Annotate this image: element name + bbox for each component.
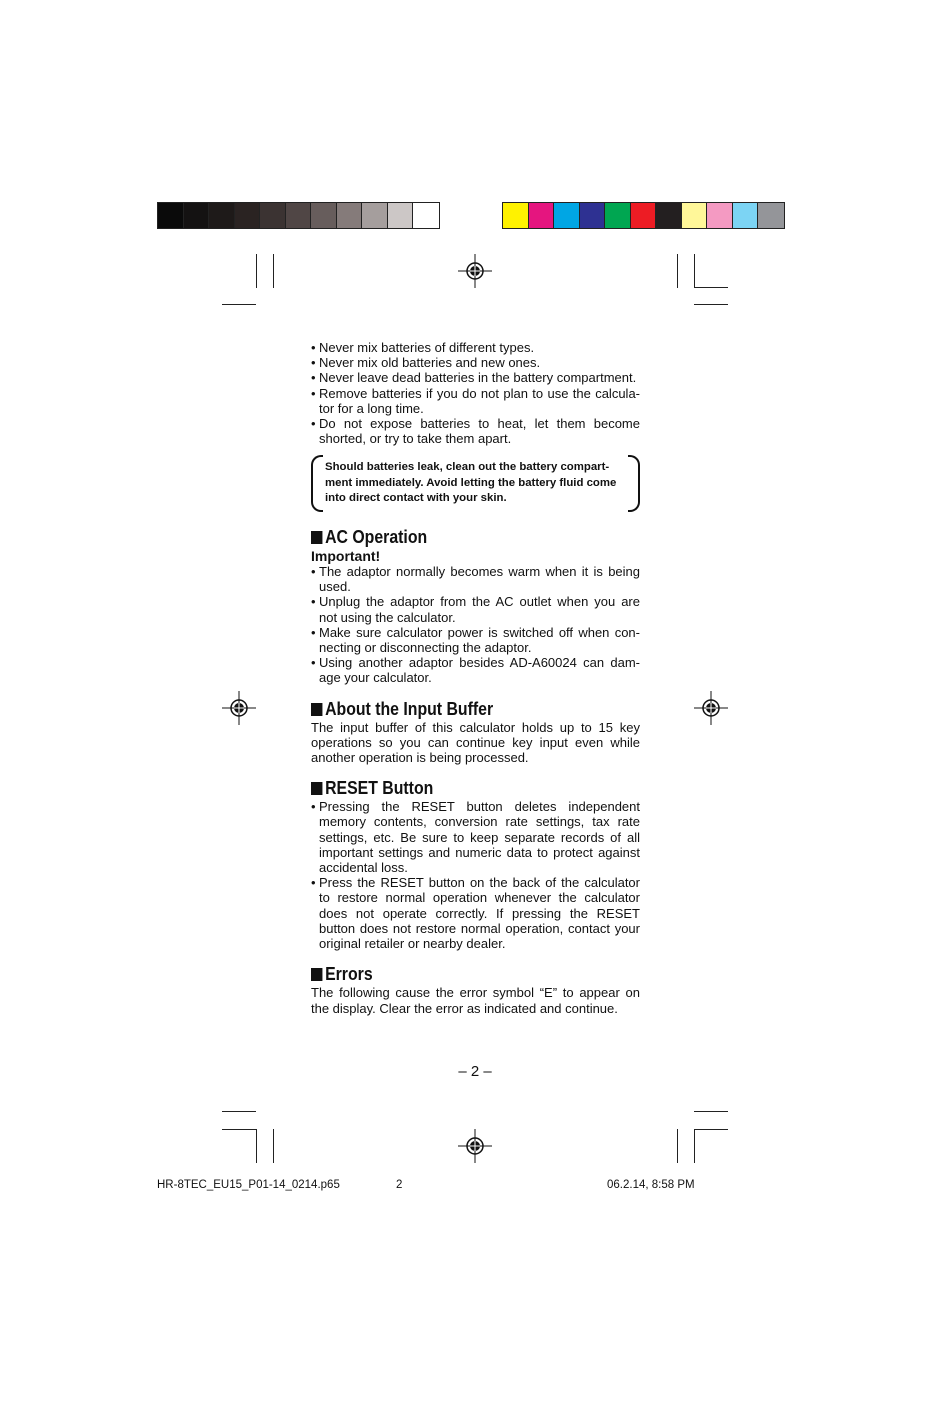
page-number: – 2 – bbox=[458, 1063, 492, 1080]
color-swatch bbox=[311, 203, 337, 228]
color-swatch bbox=[605, 203, 631, 228]
ac-operation-list bbox=[311, 564, 640, 686]
list-item: • Never mix batteries of different types. bbox=[311, 340, 640, 355]
color-swatch bbox=[158, 203, 184, 228]
color-swatch bbox=[503, 203, 529, 228]
section-heading-errors: Errors bbox=[311, 963, 601, 985]
color-swatch bbox=[656, 203, 682, 228]
errors-text: The following cause the error symbol “E” to appear on the display. Clear the error as indicated and continue. bbox=[311, 985, 640, 1016]
footer-filename: HR-8TEC_EU15_P01-14_0214.p65 bbox=[157, 1179, 340, 1191]
bracket-right bbox=[628, 455, 640, 512]
list-item: • Make sure calculator power is switched off when con-necting or disconnecting the adaptor. bbox=[311, 625, 640, 655]
list-item: • Do not expose batteries to heat, let them become shorted, or try to take them apart. bbox=[311, 416, 640, 446]
bracket-left bbox=[311, 455, 323, 512]
important-label: Important! bbox=[311, 548, 381, 565]
color-swatch bbox=[758, 203, 784, 228]
color-swatch bbox=[209, 203, 235, 228]
color-swatch bbox=[388, 203, 414, 228]
color-swatch bbox=[529, 203, 555, 228]
square-bullet-icon bbox=[311, 703, 322, 716]
registration-mark-right bbox=[694, 691, 728, 725]
battery-precautions-list bbox=[311, 340, 640, 446]
square-bullet-icon bbox=[311, 531, 322, 544]
color-swatch bbox=[337, 203, 363, 228]
warning-text: Should batteries leak, clean out the battery compart-ment immediately. Avoid letting the battery fluid come into direct contact with your skin. bbox=[325, 461, 617, 504]
color-swatch bbox=[554, 203, 580, 228]
list-item: • The adaptor normally becomes warm when it is being used. bbox=[311, 564, 640, 594]
registration-mark-top bbox=[458, 254, 492, 288]
list-item: • Never mix old batteries and new ones. bbox=[311, 355, 640, 370]
color-swatch bbox=[733, 203, 759, 228]
color-swatch bbox=[184, 203, 210, 228]
color-swatch bbox=[260, 203, 286, 228]
footer-timestamp: 06.2.14, 8:58 PM bbox=[607, 1179, 695, 1191]
section-heading-input-buffer: About the Input Buffer bbox=[311, 698, 601, 720]
color-swatch bbox=[286, 203, 312, 228]
footer-page: 2 bbox=[396, 1179, 403, 1191]
color-swatch bbox=[707, 203, 733, 228]
page-content bbox=[311, 340, 640, 1016]
color-swatch bbox=[235, 203, 261, 228]
color-calibration-bar bbox=[502, 202, 785, 229]
registration-mark-bottom bbox=[458, 1129, 492, 1163]
color-swatch bbox=[682, 203, 708, 228]
grayscale-calibration-bar bbox=[157, 202, 440, 229]
list-item: • Pressing the RESET button deletes independent memory contents, conversion rate settings, tax rate settings, etc. Be sure to keep separate records of all important settings and numeric data to protect against accidental loss. bbox=[311, 799, 640, 875]
color-swatch bbox=[631, 203, 657, 228]
list-item: • Unplug the adaptor from the AC outlet when you are not using the calculator. bbox=[311, 594, 640, 624]
list-item: • Using another adaptor besides AD-A60024 can dam-age your calculator. bbox=[311, 655, 640, 685]
square-bullet-icon bbox=[311, 782, 322, 795]
registration-mark-left bbox=[222, 691, 256, 725]
list-item: • Remove batteries if you do not plan to use the calcula-tor for a long time. bbox=[311, 386, 640, 416]
section-heading-reset-button: RESET Button bbox=[311, 777, 601, 799]
color-swatch bbox=[580, 203, 606, 228]
list-item: • Never leave dead batteries in the battery compartment. bbox=[311, 370, 640, 385]
battery-leak-warning-box bbox=[311, 455, 640, 512]
square-bullet-icon bbox=[311, 968, 322, 981]
section-heading-ac-operation: AC Operation bbox=[311, 526, 601, 548]
list-item: • Press the RESET button on the back of the calculator to restore normal operation whenever the calculator does not operate correctly. If pressing the RESET button does not restore normal operation, contact your original retailer or nearby dealer. bbox=[311, 875, 640, 951]
reset-button-list bbox=[311, 799, 640, 951]
color-swatch bbox=[362, 203, 388, 228]
input-buffer-text: The input buffer of this calculator holds up to 15 key operations so you can continue key input even while another operation is being processed. bbox=[311, 719, 640, 766]
color-swatch bbox=[413, 203, 439, 228]
